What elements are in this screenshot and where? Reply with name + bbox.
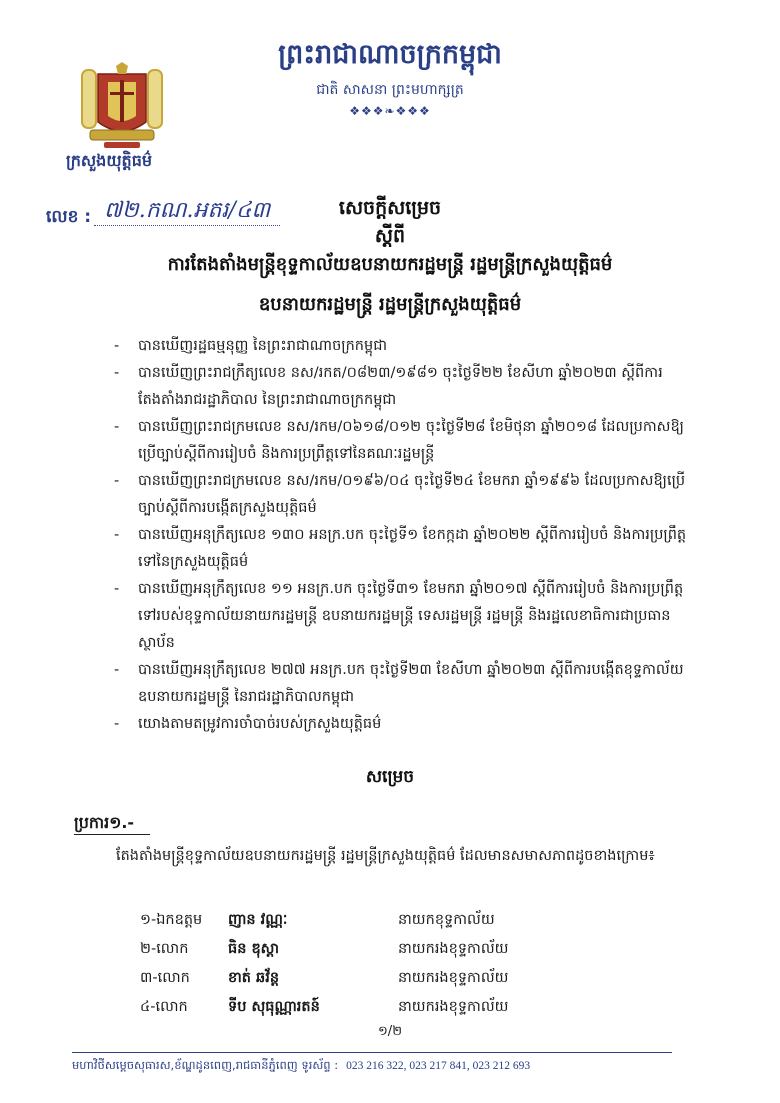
member-number: ៤-លោក xyxy=(140,999,188,1015)
decision-heading: សម្រេច xyxy=(365,767,415,787)
member-row xyxy=(140,964,640,993)
reference-number: ៧២.កណ.អតរ/៤៣ xyxy=(104,198,271,223)
title-subject: ការតែងតាំងមន្ត្រីខុទ្ទកាល័យឧបនាយករដ្ឋមន្ត្រី រដ្ឋមន្ត្រីក្រសួងយុត្តិធម៌ xyxy=(167,254,613,275)
members-list xyxy=(140,906,640,1022)
member-number: ២-លោក xyxy=(140,941,189,957)
footer-divider xyxy=(72,1052,672,1053)
member-row xyxy=(140,993,640,1022)
member-row xyxy=(140,935,640,964)
member-number: ៣-លោក xyxy=(140,970,190,986)
recitals-list xyxy=(110,333,700,738)
page-number: ១/២ xyxy=(377,1024,403,1039)
ministry-name: ក្រសួងយុត្តិធម៌ xyxy=(66,151,153,170)
member-name: ញាន វណ្ណៈ xyxy=(228,912,288,928)
article-heading: ប្រការ១.- xyxy=(74,813,135,832)
document-title: សេចក្តីសម្រេច xyxy=(338,197,442,219)
national-motto: ជាតិ សាសនា ព្រះមហាក្សត្រ xyxy=(316,82,464,98)
recital-item: - យោងតាមតម្រូវការចាំបាច់របស់ក្រសួងយុត្តិធម៌ xyxy=(110,711,700,738)
title-concerning: ស្តីពី xyxy=(374,225,406,247)
member-role: នាយករងខុទ្ទកាល័យ xyxy=(398,941,509,957)
footer-phones: 023 216 322, 023 217 841, 023 212 693 xyxy=(346,1060,531,1072)
recital-item: - បានឃើញអនុក្រឹត្យលេខ ១១ អនក្រ.បក ចុះថ្ងៃទី៣១ ខែមករា ឆ្នាំ២០១៧ ស្តីពីការរៀបចំ និងការប្រព្រឹត្តទៅរបស់ខុទ្ទកាល័យនាយករដ្ឋមន្ត្រី ឧបនាយករដ្ឋមន្ត្រី ទេសរដ្ឋមន្ត្រី រដ្ឋមន្ត្រី និងរដ្ឋលេខាធិការជាប្រធានស្ថាប័ន xyxy=(110,576,700,657)
member-name: ទីប សុធុណ្ណារតន៍ xyxy=(228,999,320,1015)
ministry-emblem-icon xyxy=(80,62,164,150)
kingdom-heading: ព្រះរាជាណាចក្រកម្ពុជា xyxy=(278,39,502,70)
member-role: នាយករងខុទ្ទកាល័យ xyxy=(398,970,509,986)
recital-item: - បានឃើញរដ្ឋធម្មនុញ្ញ នៃព្រះរាជាណាចក្រកម្ពុជា xyxy=(110,333,700,360)
article-underline xyxy=(74,834,150,835)
member-role: នាយកខុទ្ទកាល័យ xyxy=(398,912,495,928)
recital-item: - បានឃើញព្រះរាជក្រមលេខ នស/រកម/០១៩៦/០៤ ចុះថ្ងៃទី២៤ ខែមករា ឆ្នាំ១៩៩៦ ដែលប្រកាសឱ្យប្រើច្បាប់ស្តីពីការបង្កើតក្រសួងយុត្តិធម៌ xyxy=(110,468,700,522)
recital-item: - បានឃើញព្រះរាជក្រឹត្យលេខ នស/រកត/០៨២៣/១៩៨១ ចុះថ្ងៃទី២២ ខែសីហា ឆ្នាំ២០២៣ ស្តីពីការតែងតាំងរាជរដ្ឋាភិបាល នៃព្រះរាជាណាចក្រកម្ពុជា xyxy=(110,360,700,414)
footer-contact xyxy=(72,1058,672,1075)
member-name: ធិន ឌុស្តា xyxy=(228,941,280,957)
member-role: នាយករងខុទ្ទកាល័យ xyxy=(398,999,509,1015)
member-number: ១-ឯកឧត្តម xyxy=(140,912,203,928)
recital-item: - បានឃើញអនុក្រឹត្យលេខ ១៣០ អនក្រ.បក ចុះថ្ងៃទី១ ខែកក្កដា ឆ្នាំ២០២២ ស្តីពីការរៀបចំ និងការប្រព្រឹត្តទៅនៃក្រសួងយុត្តិធម៌ xyxy=(110,522,700,576)
recital-item: - បានឃើញអនុក្រឹត្យលេខ ២៧៧ អនក្រ.បក ចុះថ្ងៃទី២៣ ខែសីហា ឆ្នាំ២០២៣ ស្តីពីការបង្កើតខុទ្ទកាល័យឧបនាយករដ្ឋមន្ត្រី នៃរាជរដ្ឋាភិបាលកម្ពុជា xyxy=(110,657,700,711)
ornament-divider: ❖❖❖❧❖❖❖ xyxy=(349,104,431,118)
member-name: ខាត់ ឆវ័ន្ត xyxy=(228,970,280,986)
article-paragraph: តែងតាំងមន្ត្រីខុទ្ទកាល័យឧបនាយករដ្ឋមន្ត្រី រដ្ឋមន្ត្រីក្រសួងយុត្តិធម៌ ដែលមានសមាសភាពដូចខាងក្រោម៖ xyxy=(116,848,655,864)
recital-item: - បានឃើញព្រះរាជក្រមលេខ នស/រកម/០៦១៨/០១២ ចុះថ្ងៃទី២៨ ខែមិថុនា ឆ្នាំ២០១៨ ដែលប្រកាសឱ្យប្រើច្បាប់ស្តីពីការរៀបចំ និងការប្រព្រឹត្តទៅនៃគណៈរដ្ឋមន្ត្រី xyxy=(110,414,700,468)
member-row xyxy=(140,906,640,935)
reference-label: លេខ : xyxy=(46,207,92,227)
issuing-authority: ឧបនាយករដ្ឋមន្ត្រី រដ្ឋមន្ត្រីក្រសួងយុត្តិធម៌ xyxy=(258,294,522,315)
footer-address: មហាវិថីសម្តេចសុធារស,ខ័ណ្ឌដូនពេញ,រាជធានីភ្នំពេញ ទូរស័ព្ទ : xyxy=(72,1058,339,1072)
